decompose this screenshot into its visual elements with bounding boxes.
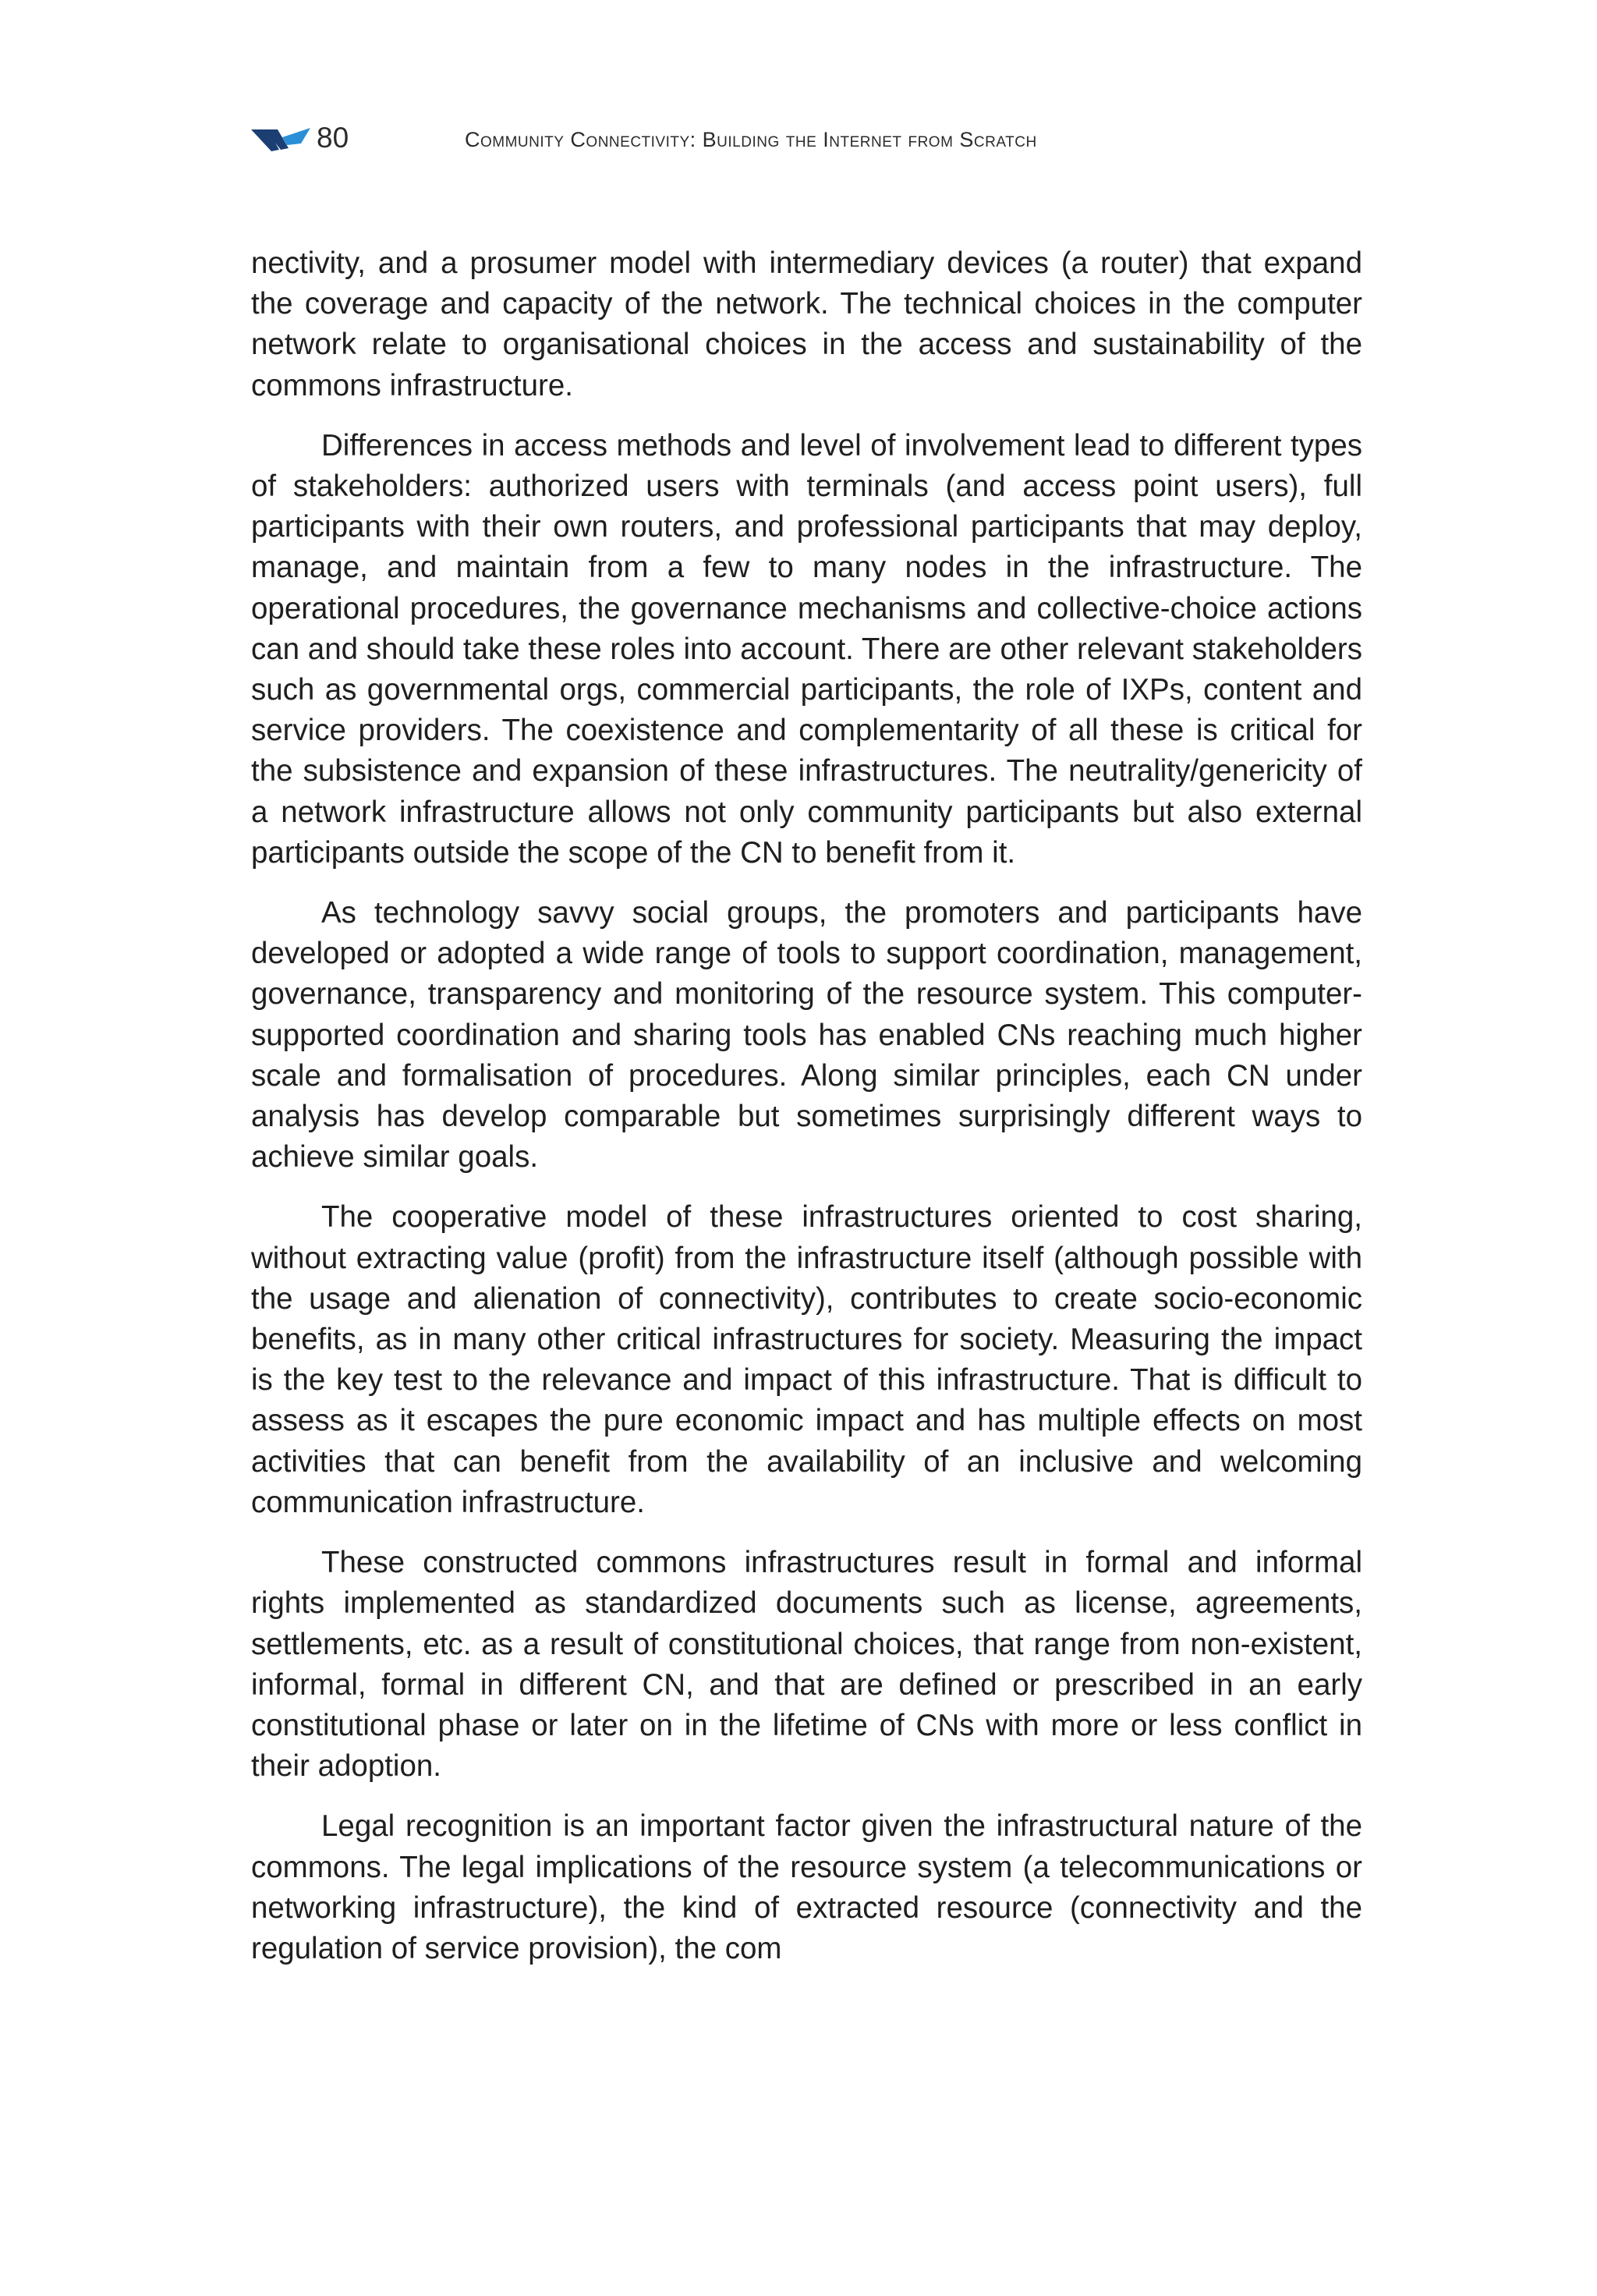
paragraph-1: nectivity, and a prosumer model with intermediary devices (a router) that expand the coverage and capacity of the network. The technical choices in the computer network relate to organisational choices in the access and sustainability of the commons infrastructure. [251, 246, 1362, 402]
paragraph-2: Differences in access methods and level of involvement lead to different types of stakeholders: authorized users with terminals (and access point users), full participants with their own routers, and professional participants that may deploy, manage, and maintain from a few to many nodes in the infrastructure. The operational procedures, the governance mechanisms and collective-choice actions can and should take these roles into account. There are other relevant stakeholders such as governmental orgs, commercial participants, the role of IXPs, content and service providers. The coexistence and complementarity of all these is critical for the subsistence and expansion of these infrastructures. The neutrality/genericity of a network infrastructure allows not only community participants but also external participants outside the scope of the CN to benefit from it. [251, 428, 1362, 870]
page-number: 80 [317, 122, 349, 154]
page-header [251, 117, 1358, 159]
paragraph-3: As technology savvy social groups, the promoters and participants have developed or adopted a wide range of tools to support coordination, management, governance, transparency and monitoring of the resource system. This computer-supported coordination and sharing tools has enabled CNs reaching much higher scale and formalisation of procedures. Along similar principles, each CN under analysis has develop comparable but sometimes surprisingly different ways to achieve similar goals. [251, 896, 1362, 1175]
paragraph-5: These constructed commons infrastructures result in formal and informal rights implemented as standardized documents such as license, agreements, settlements, etc. as a result of constitutional choices, that range from non-existent, informal, formal in different CN, and that are defined or prescribed in an early constitutional phase or later on in the lifetime of CNs with more or less conflict in their adoption. [251, 1546, 1362, 1784]
paragraph-6: Legal recognition is an important factor given the infrastructural nature of the commons. The legal implications of the resource system (a telecommunications or networking infrastructure), the kind of extracted resource (connectivity and the regulation of service provision), the com [251, 1809, 1362, 1965]
body-text [251, 243, 1362, 1989]
publisher-logo-icon [251, 126, 312, 154]
running-title: Community Connectivity: Building the Internet from Scratch [465, 128, 1037, 151]
paragraph-4: The cooperative model of these infrastructures oriented to cost sharing, without extracting value (profit) from the infrastructure itself (although possible with the usage and alienation of connectivity), contributes to create socio-economic benefits, as in many other critical infrastructures for society. Measuring the impact is the key test to the relevance and impact of this infrastructure. That is difficult to assess as it escapes the pure economic impact and has multiple effects on most activities that can benefit from the availability of an inclusive and welcoming communication infrastructure. [251, 1200, 1362, 1519]
